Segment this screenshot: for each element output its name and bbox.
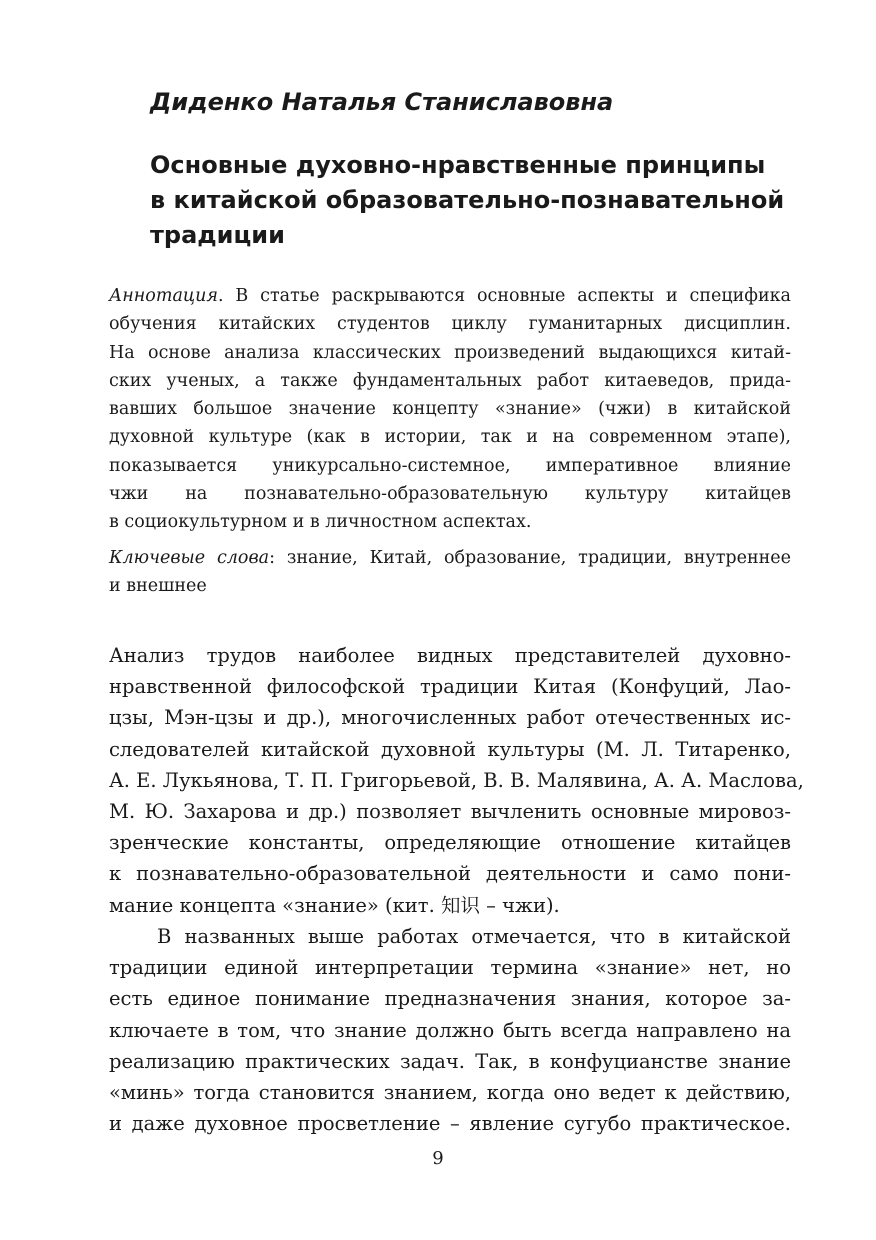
body-line: традиции единой интерпретации термина «знание» нет, но xyxy=(109,956,791,980)
body-line: «минь» тогда становится знанием, когда оно ведет к действию, xyxy=(109,1081,791,1105)
keywords-line xyxy=(109,544,791,572)
abstract-line: показывается уникурсально-системное, императивное влияние xyxy=(109,455,791,476)
body-line: и даже духовное просветление – явление сугубо практическое. xyxy=(109,1112,791,1136)
body-line: реализацию практических задач. Так, в конфуцианстве знание xyxy=(109,1049,791,1073)
keywords-text: : знание, Китай, образование, традиции, внутреннее xyxy=(269,548,792,568)
body-line: В названных выше работах отмечается, что в китайской xyxy=(157,925,791,948)
abstract-text: . В статье раскрываются основные аспекты и специфика xyxy=(217,286,791,306)
abstract-line: чжи на познавательно-образовательную культуру китайцев xyxy=(109,484,791,505)
body-line: нравственной философской традиции Китая (Конфуций, Лао- xyxy=(109,675,791,699)
title-line: традиции xyxy=(150,221,285,249)
abstract-line: обучения китайских студентов циклу гуманитарных дисциплин. xyxy=(109,314,791,335)
keywords-label: Ключевые слова xyxy=(109,548,270,568)
abstract-line: На основе анализа классических произведений выдающихся китай- xyxy=(109,342,791,363)
body-line: мание концепта «знание» (кит. 知识 – чжи). xyxy=(109,893,560,917)
page-number: 9 xyxy=(432,1148,444,1169)
body-line: ключаете в том, что знание должно быть всегда направлено на xyxy=(109,1018,791,1042)
abstract xyxy=(109,282,791,537)
body-line: Анализ трудов наиболее видных представителей духовно- xyxy=(109,644,791,667)
abstract-line: в социокультурном и в личностном аспектах. xyxy=(109,512,532,533)
abstract-label: Аннотация xyxy=(109,286,218,306)
body-line: цзы, Мэн-цзы и др.), многочисленных работ отечественных ис- xyxy=(109,706,791,730)
body-line: зренческие константы, определяющие отношение китайцев xyxy=(109,831,791,855)
body-line: следователей китайской духовной культуры (М. Л. Титаренко, xyxy=(109,737,791,761)
body-paragraph xyxy=(109,921,791,1139)
abstract-line xyxy=(109,282,791,310)
article-title xyxy=(150,148,810,253)
keywords-line: и внешнее xyxy=(109,576,207,597)
body-line: к познавательно-образовательной деятельности и само пони- xyxy=(109,862,791,886)
body-line: есть единое понимание предназначения знания, которое за- xyxy=(109,987,791,1011)
title-line: в китайской образовательно-познавательной xyxy=(150,186,785,214)
body-line: А. Е. Лукьянова, Т. П. Григорьевой, В. В. Малявина, А. А. Маслова, xyxy=(109,768,804,792)
body-line: М. Ю. Захарова и др.) позволяет вычленить основные мировоз- xyxy=(109,800,791,824)
abstract-line: ских ученых, а также фундаментальных работ китаеведов, прида- xyxy=(109,370,791,391)
keywords xyxy=(109,544,791,601)
abstract-line: вавших большое значение концепту «знание» (чжи) в китайской xyxy=(109,399,791,420)
author-name: Диденко Наталья Станиславовна xyxy=(150,88,614,116)
body-paragraph xyxy=(109,640,804,921)
abstract-line: духовной культуре (как в истории, так и на современном этапе), xyxy=(109,427,791,448)
title-line: Основные духовно-нравственные принципы xyxy=(150,151,766,179)
